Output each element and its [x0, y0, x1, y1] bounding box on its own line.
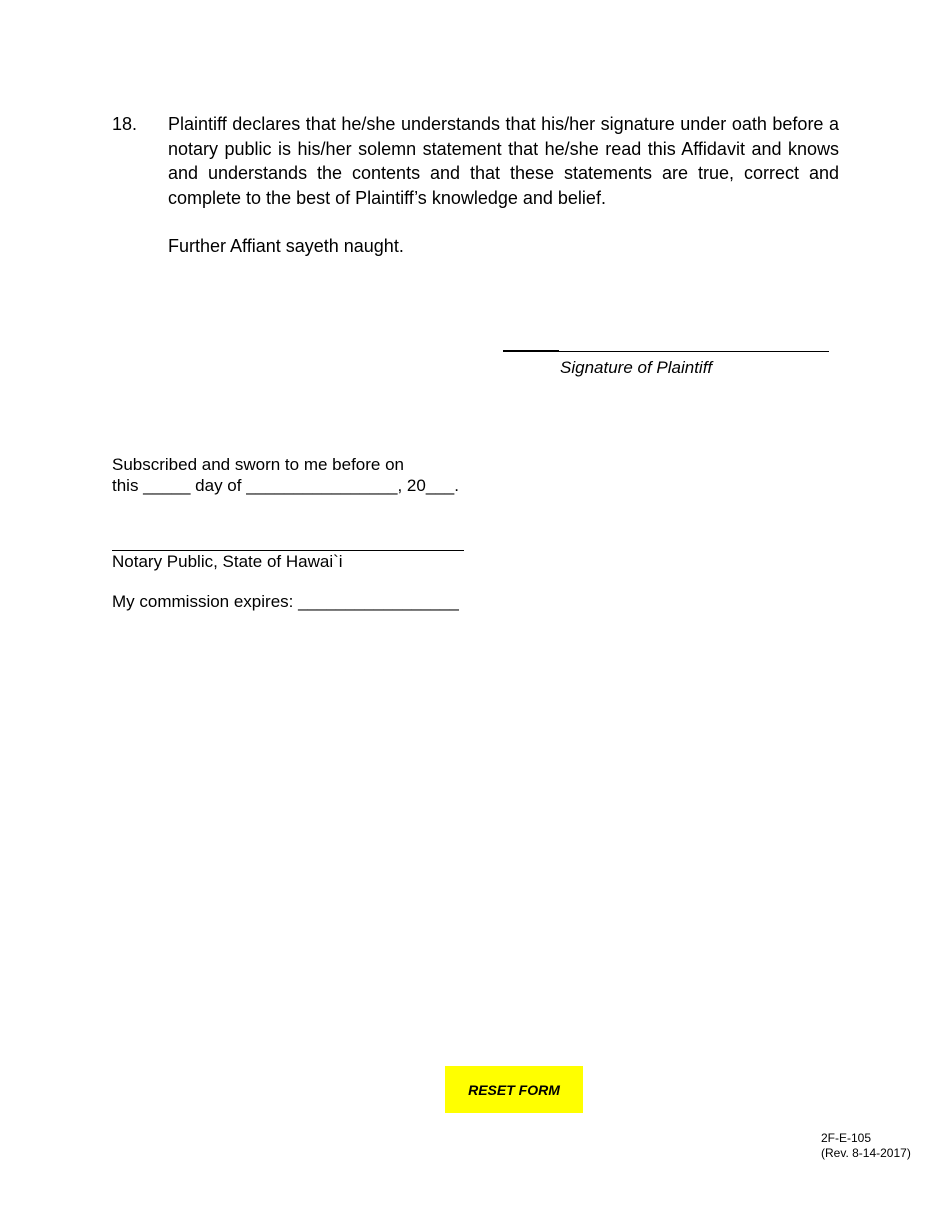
form-revision: (Rev. 8-14-2017) [821, 1146, 911, 1160]
jurat-block [112, 455, 459, 496]
commission-expires: My commission expires: _________________ [112, 592, 459, 611]
notary-label: Notary Public, State of Hawai`i [112, 552, 343, 571]
notary-signature-line[interactable] [112, 550, 464, 551]
signature-label: Signature of Plaintiff [560, 358, 713, 377]
reset-form-button[interactable]: RESET FORM [445, 1066, 583, 1113]
further-affiant-text: Further Affiant sayeth naught. [168, 236, 404, 256]
signature-line-start [503, 350, 559, 352]
paragraph-number: 18. [112, 114, 138, 134]
form-identifier [821, 1131, 911, 1161]
jurat-line-1: Subscribed and sworn to me before on [112, 455, 405, 474]
jurat-line-2: this _____ day of ________________, 20___. [112, 475, 459, 495]
form-number: 2F-E-105 [821, 1131, 872, 1145]
paragraph-text: Plaintiff declares that he/she understands that his/her signature under oath before a notary public is his/her solemn statement that he/she read this Affidavit and knows and understands the contents and that these statements are true, correct and complete to the best of Plaintiff’s knowledge and belief. [168, 114, 839, 208]
